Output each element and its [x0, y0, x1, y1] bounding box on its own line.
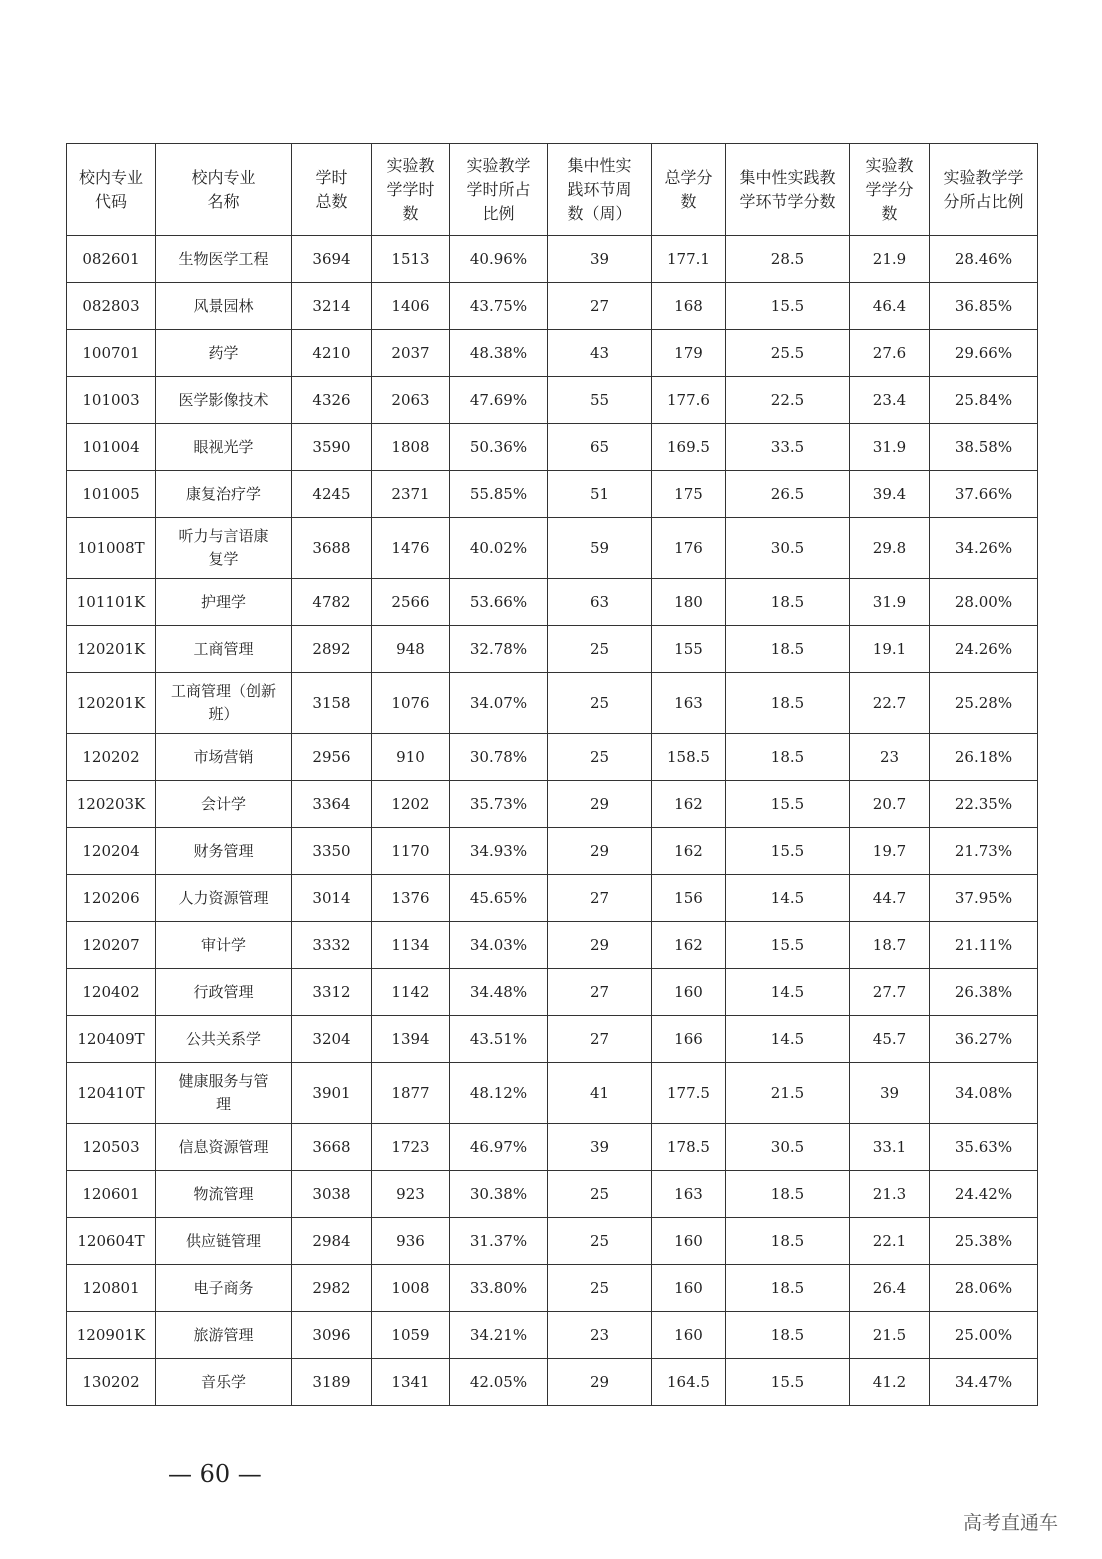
- table-cell: 31.9: [850, 579, 930, 626]
- table-cell: 工商管理（创新 班）: [156, 673, 292, 734]
- table-cell: 26.5: [726, 471, 850, 518]
- table-cell: 18.5: [726, 673, 850, 734]
- table-cell: 19.1: [850, 626, 930, 673]
- table-cell: 药学: [156, 330, 292, 377]
- table-cell: 948: [372, 626, 450, 673]
- table-cell: 3590: [292, 424, 372, 471]
- table-cell: 2566: [372, 579, 450, 626]
- table-cell: 医学影像技术: [156, 377, 292, 424]
- table-cell: 2037: [372, 330, 450, 377]
- table-cell: 120901K: [67, 1312, 156, 1359]
- table-row: [67, 875, 1038, 922]
- table-cell: 37.95%: [930, 875, 1038, 922]
- column-header: 实验教 学学分 数: [850, 144, 930, 236]
- table-cell: 1376: [372, 875, 450, 922]
- table-cell: 27.7: [850, 969, 930, 1016]
- table-cell: 3038: [292, 1171, 372, 1218]
- table-cell: 23.4: [850, 377, 930, 424]
- table-cell: 160: [652, 969, 726, 1016]
- table-cell: 3204: [292, 1016, 372, 1063]
- table-cell: 59: [548, 518, 652, 579]
- table-row: [67, 1359, 1038, 1406]
- table-cell: 34.48%: [450, 969, 548, 1016]
- table-cell: 21.5: [726, 1063, 850, 1124]
- table-cell: 30.5: [726, 1124, 850, 1171]
- table-cell: 166: [652, 1016, 726, 1063]
- table-cell: 4210: [292, 330, 372, 377]
- table-cell: 1059: [372, 1312, 450, 1359]
- table-cell: 14.5: [726, 969, 850, 1016]
- table-cell: 177.5: [652, 1063, 726, 1124]
- table-cell: 15.5: [726, 828, 850, 875]
- table-cell: 18.5: [726, 626, 850, 673]
- table-cell: 50.36%: [450, 424, 548, 471]
- column-header: 实验教学 学时所占 比例: [450, 144, 548, 236]
- table-cell: 163: [652, 673, 726, 734]
- table-cell: 1341: [372, 1359, 450, 1406]
- table-cell: 33.1: [850, 1124, 930, 1171]
- table-cell: 43.75%: [450, 283, 548, 330]
- table-cell: 176: [652, 518, 726, 579]
- table-cell: 120503: [67, 1124, 156, 1171]
- table-cell: 1134: [372, 922, 450, 969]
- table-cell: 27: [548, 969, 652, 1016]
- table-cell: 3214: [292, 283, 372, 330]
- table-cell: 37.66%: [930, 471, 1038, 518]
- table-cell: 63: [548, 579, 652, 626]
- table-cell: 40.02%: [450, 518, 548, 579]
- table-cell: 35.73%: [450, 781, 548, 828]
- table-cell: 25.84%: [930, 377, 1038, 424]
- table-cell: 18.5: [726, 1265, 850, 1312]
- table-cell: 34.93%: [450, 828, 548, 875]
- table-cell: 23: [850, 734, 930, 781]
- table-cell: 42.05%: [450, 1359, 548, 1406]
- table-cell: 163: [652, 1171, 726, 1218]
- table-cell: 财务管理: [156, 828, 292, 875]
- table-cell: 2892: [292, 626, 372, 673]
- table-cell: 120410T: [67, 1063, 156, 1124]
- table-cell: 15.5: [726, 1359, 850, 1406]
- table-cell: 28.5: [726, 236, 850, 283]
- table-cell: 行政管理: [156, 969, 292, 1016]
- table-cell: 18.7: [850, 922, 930, 969]
- table-row: [67, 377, 1038, 424]
- table-cell: 41: [548, 1063, 652, 1124]
- table-row: [67, 781, 1038, 828]
- table-cell: 101005: [67, 471, 156, 518]
- table-cell: 14.5: [726, 875, 850, 922]
- table-cell: 物流管理: [156, 1171, 292, 1218]
- table-cell: 29: [548, 828, 652, 875]
- table-cell: 护理学: [156, 579, 292, 626]
- table-row: [67, 471, 1038, 518]
- table-cell: 25: [548, 673, 652, 734]
- table-cell: 43: [548, 330, 652, 377]
- table-cell: 120204: [67, 828, 156, 875]
- table-cell: 人力资源管理: [156, 875, 292, 922]
- table-cell: 26.4: [850, 1265, 930, 1312]
- table-cell: 会计学: [156, 781, 292, 828]
- table-cell: 120203K: [67, 781, 156, 828]
- table-cell: 23: [548, 1312, 652, 1359]
- table-cell: 18.5: [726, 734, 850, 781]
- table-cell: 生物医学工程: [156, 236, 292, 283]
- table-row: [67, 828, 1038, 875]
- column-header: 实验教 学学时 数: [372, 144, 450, 236]
- table-cell: 18.5: [726, 1312, 850, 1359]
- table-cell: 24.26%: [930, 626, 1038, 673]
- table-cell: 28.00%: [930, 579, 1038, 626]
- table-cell: 22.5: [726, 377, 850, 424]
- table-cell: 2982: [292, 1265, 372, 1312]
- table-cell: 1877: [372, 1063, 450, 1124]
- table-cell: 48.38%: [450, 330, 548, 377]
- table-cell: 4326: [292, 377, 372, 424]
- table-cell: 2371: [372, 471, 450, 518]
- table-row: [67, 734, 1038, 781]
- table-cell: 29: [548, 1359, 652, 1406]
- table-cell: 175: [652, 471, 726, 518]
- table-cell: 3332: [292, 922, 372, 969]
- table-row: [67, 330, 1038, 377]
- table-row: [67, 236, 1038, 283]
- table-cell: 34.26%: [930, 518, 1038, 579]
- table-cell: 46.97%: [450, 1124, 548, 1171]
- table-cell: 35.63%: [930, 1124, 1038, 1171]
- table-cell: 3364: [292, 781, 372, 828]
- table-header-row: [67, 144, 1038, 236]
- table-cell: 48.12%: [450, 1063, 548, 1124]
- table-cell: 30.78%: [450, 734, 548, 781]
- table-cell: 1076: [372, 673, 450, 734]
- table-cell: 21.9: [850, 236, 930, 283]
- table-cell: 15.5: [726, 283, 850, 330]
- table-cell: 2956: [292, 734, 372, 781]
- table-cell: 47.69%: [450, 377, 548, 424]
- table-cell: 3014: [292, 875, 372, 922]
- table-cell: 19.7: [850, 828, 930, 875]
- table-cell: 34.21%: [450, 1312, 548, 1359]
- table-cell: 082803: [67, 283, 156, 330]
- table-cell: 130202: [67, 1359, 156, 1406]
- table-cell: 25: [548, 1265, 652, 1312]
- table-cell: 160: [652, 1218, 726, 1265]
- table-cell: 25.5: [726, 330, 850, 377]
- table-row: [67, 922, 1038, 969]
- table-cell: 15.5: [726, 922, 850, 969]
- table-cell: 162: [652, 922, 726, 969]
- table-body: [67, 236, 1038, 1406]
- table-row: [67, 1124, 1038, 1171]
- table-cell: 101101K: [67, 579, 156, 626]
- table-cell: 1476: [372, 518, 450, 579]
- table-cell: 27: [548, 283, 652, 330]
- table-cell: 3350: [292, 828, 372, 875]
- column-header: 校内专业 代码: [67, 144, 156, 236]
- table-cell: 健康服务与管 理: [156, 1063, 292, 1124]
- table-cell: 39: [850, 1063, 930, 1124]
- table-row: [67, 424, 1038, 471]
- table-cell: 46.4: [850, 283, 930, 330]
- table-cell: 32.78%: [450, 626, 548, 673]
- table-cell: 1808: [372, 424, 450, 471]
- table-cell: 22.1: [850, 1218, 930, 1265]
- table-cell: 20.7: [850, 781, 930, 828]
- table-row: [67, 1063, 1038, 1124]
- table-cell: 082601: [67, 236, 156, 283]
- table-cell: 158.5: [652, 734, 726, 781]
- table-row: [67, 1016, 1038, 1063]
- table-cell: 4782: [292, 579, 372, 626]
- table-cell: 36.27%: [930, 1016, 1038, 1063]
- table-cell: 120206: [67, 875, 156, 922]
- table-cell: 162: [652, 781, 726, 828]
- table-cell: 162: [652, 828, 726, 875]
- table-cell: 43.51%: [450, 1016, 548, 1063]
- table-row: [67, 1312, 1038, 1359]
- column-header: 总学分 数: [652, 144, 726, 236]
- table-cell: 1008: [372, 1265, 450, 1312]
- table-row: [67, 579, 1038, 626]
- table-cell: 160: [652, 1265, 726, 1312]
- table-cell: 120207: [67, 922, 156, 969]
- table-cell: 53.66%: [450, 579, 548, 626]
- table-cell: 2063: [372, 377, 450, 424]
- table-cell: 审计学: [156, 922, 292, 969]
- table-cell: 1513: [372, 236, 450, 283]
- table-cell: 25: [548, 1171, 652, 1218]
- table-cell: 眼视光学: [156, 424, 292, 471]
- table-cell: 21.5: [850, 1312, 930, 1359]
- table-cell: 179: [652, 330, 726, 377]
- table-cell: 1723: [372, 1124, 450, 1171]
- table-cell: 120202: [67, 734, 156, 781]
- table-cell: 45.7: [850, 1016, 930, 1063]
- table-cell: 公共关系学: [156, 1016, 292, 1063]
- table-cell: 3158: [292, 673, 372, 734]
- table-cell: 101008T: [67, 518, 156, 579]
- table-cell: 156: [652, 875, 726, 922]
- table-cell: 39.4: [850, 471, 930, 518]
- data-table: [66, 143, 1038, 1406]
- table-cell: 120402: [67, 969, 156, 1016]
- column-header: 学时 总数: [292, 144, 372, 236]
- table-cell: 音乐学: [156, 1359, 292, 1406]
- table-cell: 24.42%: [930, 1171, 1038, 1218]
- table-cell: 34.07%: [450, 673, 548, 734]
- table-cell: 120409T: [67, 1016, 156, 1063]
- table-cell: 31.37%: [450, 1218, 548, 1265]
- table-cell: 3668: [292, 1124, 372, 1171]
- table-cell: 21.11%: [930, 922, 1038, 969]
- table-cell: 18.5: [726, 579, 850, 626]
- table-cell: 1394: [372, 1016, 450, 1063]
- table-cell: 电子商务: [156, 1265, 292, 1312]
- table-cell: 25: [548, 626, 652, 673]
- table-cell: 3688: [292, 518, 372, 579]
- table-cell: 30.5: [726, 518, 850, 579]
- table-cell: 康复治疗学: [156, 471, 292, 518]
- table-cell: 28.46%: [930, 236, 1038, 283]
- table-cell: 31.9: [850, 424, 930, 471]
- table-cell: 29: [548, 781, 652, 828]
- table-cell: 120201K: [67, 626, 156, 673]
- table-row: [67, 626, 1038, 673]
- table-cell: 听力与言语康 复学: [156, 518, 292, 579]
- table-cell: 55: [548, 377, 652, 424]
- table-cell: 101004: [67, 424, 156, 471]
- table-cell: 120201K: [67, 673, 156, 734]
- watermark-text: 高考直通车: [963, 1512, 1059, 1534]
- table-cell: 22.7: [850, 673, 930, 734]
- table-cell: 55.85%: [450, 471, 548, 518]
- table-cell: 2984: [292, 1218, 372, 1265]
- table-cell: 178.5: [652, 1124, 726, 1171]
- table-cell: 4245: [292, 471, 372, 518]
- table-cell: 33.80%: [450, 1265, 548, 1312]
- table-cell: 3901: [292, 1063, 372, 1124]
- table-cell: 1170: [372, 828, 450, 875]
- table-cell: 936: [372, 1218, 450, 1265]
- table-cell: 21.73%: [930, 828, 1038, 875]
- table-cell: 18.5: [726, 1218, 850, 1265]
- table-cell: 1202: [372, 781, 450, 828]
- table-cell: 27: [548, 875, 652, 922]
- table-cell: 1406: [372, 283, 450, 330]
- table-cell: 27: [548, 1016, 652, 1063]
- table-cell: 34.03%: [450, 922, 548, 969]
- table-cell: 40.96%: [450, 236, 548, 283]
- table-cell: 信息资源管理: [156, 1124, 292, 1171]
- column-header: 集中性实践教 学环节学分数: [726, 144, 850, 236]
- table-cell: 25: [548, 734, 652, 781]
- table-cell: 177.1: [652, 236, 726, 283]
- table-cell: 120801: [67, 1265, 156, 1312]
- table-cell: 51: [548, 471, 652, 518]
- table-cell: 923: [372, 1171, 450, 1218]
- table-cell: 177.6: [652, 377, 726, 424]
- table-cell: 180: [652, 579, 726, 626]
- table-cell: 120601: [67, 1171, 156, 1218]
- table-row: [67, 1265, 1038, 1312]
- table-cell: 市场营销: [156, 734, 292, 781]
- table-cell: 26.38%: [930, 969, 1038, 1016]
- table-cell: 45.65%: [450, 875, 548, 922]
- table-cell: 34.47%: [930, 1359, 1038, 1406]
- table-cell: 25.00%: [930, 1312, 1038, 1359]
- table-cell: 34.08%: [930, 1063, 1038, 1124]
- table-cell: 旅游管理: [156, 1312, 292, 1359]
- table-cell: 18.5: [726, 1171, 850, 1218]
- table-cell: 164.5: [652, 1359, 726, 1406]
- table-cell: 风景园林: [156, 283, 292, 330]
- table-cell: 15.5: [726, 781, 850, 828]
- table-cell: 36.85%: [930, 283, 1038, 330]
- column-header: 校内专业 名称: [156, 144, 292, 236]
- table-cell: 3694: [292, 236, 372, 283]
- table-row: [67, 1171, 1038, 1218]
- table-cell: 39: [548, 236, 652, 283]
- table-row: [67, 673, 1038, 734]
- table-cell: 工商管理: [156, 626, 292, 673]
- table-cell: 22.35%: [930, 781, 1038, 828]
- table-cell: 30.38%: [450, 1171, 548, 1218]
- table-cell: 29.66%: [930, 330, 1038, 377]
- table-cell: 101003: [67, 377, 156, 424]
- column-header: 实验教学学 分所占比例: [930, 144, 1038, 236]
- table-cell: 14.5: [726, 1016, 850, 1063]
- table-cell: 100701: [67, 330, 156, 377]
- table-cell: 44.7: [850, 875, 930, 922]
- table-cell: 27.6: [850, 330, 930, 377]
- table-cell: 21.3: [850, 1171, 930, 1218]
- table-cell: 910: [372, 734, 450, 781]
- table-cell: 3312: [292, 969, 372, 1016]
- table-cell: 33.5: [726, 424, 850, 471]
- table-row: [67, 518, 1038, 579]
- table-cell: 1142: [372, 969, 450, 1016]
- table-cell: 25.38%: [930, 1218, 1038, 1265]
- table-cell: 41.2: [850, 1359, 930, 1406]
- table-row: [67, 283, 1038, 330]
- table-cell: 3096: [292, 1312, 372, 1359]
- table-cell: 39: [548, 1124, 652, 1171]
- table-cell: 26.18%: [930, 734, 1038, 781]
- table-row: [67, 969, 1038, 1016]
- table-cell: 3189: [292, 1359, 372, 1406]
- table-cell: 供应链管理: [156, 1218, 292, 1265]
- page-number: — 60 —: [168, 1460, 262, 1488]
- table-cell: 120604T: [67, 1218, 156, 1265]
- table-row: [67, 1218, 1038, 1265]
- table-cell: 168: [652, 283, 726, 330]
- table-cell: 29.8: [850, 518, 930, 579]
- table-cell: 169.5: [652, 424, 726, 471]
- table-cell: 25.28%: [930, 673, 1038, 734]
- table-cell: 25: [548, 1218, 652, 1265]
- column-header: 集中性实 践环节周 数（周）: [548, 144, 652, 236]
- table-cell: 155: [652, 626, 726, 673]
- table-cell: 160: [652, 1312, 726, 1359]
- table-cell: 38.58%: [930, 424, 1038, 471]
- table-cell: 28.06%: [930, 1265, 1038, 1312]
- table-cell: 29: [548, 922, 652, 969]
- table-cell: 65: [548, 424, 652, 471]
